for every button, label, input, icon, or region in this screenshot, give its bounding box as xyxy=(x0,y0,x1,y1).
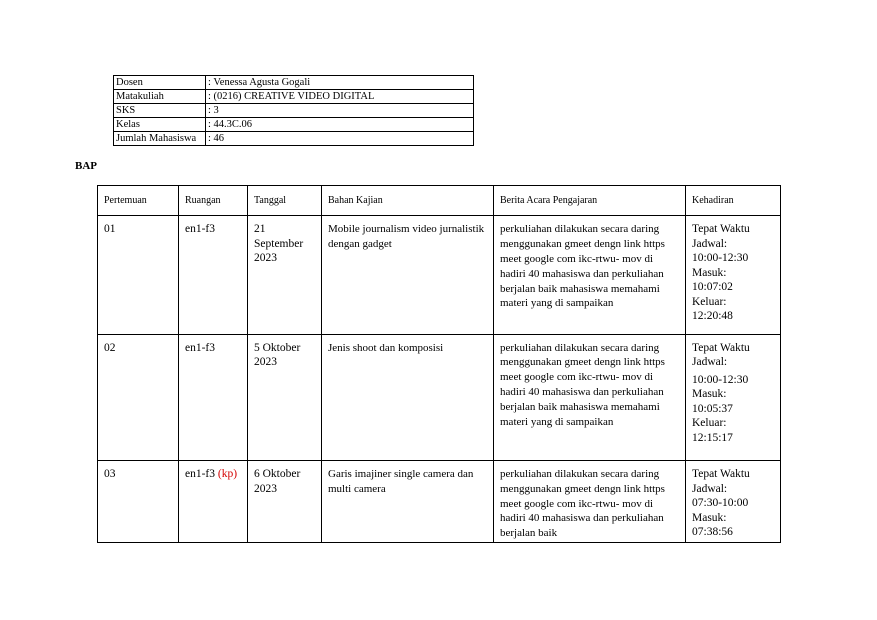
cell-kehadiran xyxy=(686,461,781,543)
schedule-label: Jadwal: xyxy=(692,356,728,369)
cell-kehadiran xyxy=(686,334,781,460)
cell-berita: perkuliahan dilakukan secara daring menggunakan gmeet dengn link https meet google com ikc-rtwu- mov di hadiri 40 mahasiswa dan perkuliahan berjalan baik mahasiswa memahami materi yang di sampaikan xyxy=(494,216,686,334)
header-kehadiran: Kehadiran xyxy=(686,186,781,216)
header-ruangan: Ruangan xyxy=(179,186,248,216)
header-berita: Berita Acara Pengajaran xyxy=(494,186,686,216)
check-out-value: 12:15:17 xyxy=(692,431,733,444)
cell-tanggal: 5 Oktober 2023 xyxy=(248,334,322,460)
cell-ruangan: en1-f3 xyxy=(179,334,248,460)
check-in-label: Masuk: xyxy=(692,511,727,524)
info-value: : 3 xyxy=(206,104,474,118)
info-value: : Venessa Agusta Gogali xyxy=(206,76,474,90)
header-pertemuan: Pertemuan xyxy=(98,186,179,216)
info-label: SKS xyxy=(114,104,206,118)
info-label: Kelas xyxy=(114,118,206,132)
table-header-row xyxy=(98,186,781,216)
schedule-value: 07:30-10:00 xyxy=(692,497,749,510)
info-value: : 46 xyxy=(206,132,474,146)
info-row-sks xyxy=(114,104,474,118)
table-row xyxy=(98,461,781,543)
schedule-label: Jadwal: xyxy=(692,237,728,250)
bap-heading: BAP xyxy=(75,160,97,172)
attendance-status: Tepat Waktu xyxy=(692,341,750,354)
info-row-dosen xyxy=(114,76,474,90)
check-in-value: 10:05:37 xyxy=(692,402,733,415)
header-bahan: Bahan Kajian xyxy=(322,186,494,216)
info-row-kelas xyxy=(114,118,474,132)
info-value: : 44.3C.06 xyxy=(206,118,474,132)
cell-pertemuan: 03 xyxy=(98,461,179,543)
schedule-value: 10:00-12:30 xyxy=(692,252,749,265)
cell-tanggal: 21 September 2023 xyxy=(248,216,322,334)
check-in-value: 10:07:02 xyxy=(692,281,733,294)
info-value: : (0216) CREATIVE VIDEO DIGITAL xyxy=(206,90,474,104)
info-row-jumlah xyxy=(114,132,474,146)
cell-bahan: Mobile journalism video jurnalistik dengan gadget xyxy=(322,216,494,334)
cell-bahan: Jenis shoot dan komposisi xyxy=(322,334,494,460)
cell-berita: perkuliahan dilakukan secara daring menggunakan gmeet dengn link https meet google com ikc-rtwu- mov di hadiri 40 mahasiswa dan perkuliahan berjalan baik mahasiswa memahami materi yang di sampaikan xyxy=(494,334,686,460)
bap-table xyxy=(97,185,781,543)
info-row-matakuliah xyxy=(114,90,474,104)
check-in-label: Masuk: xyxy=(692,266,727,279)
header-tanggal: Tanggal xyxy=(248,186,322,216)
attendance-status: Tepat Waktu xyxy=(692,468,750,481)
check-in-label: Masuk: xyxy=(692,388,727,401)
course-info-table xyxy=(113,75,474,146)
cell-bahan: Garis imajiner single camera dan multi camera xyxy=(322,461,494,543)
schedule-label: Jadwal: xyxy=(692,482,728,495)
cell-kehadiran xyxy=(686,216,781,334)
check-out-label: Keluar: xyxy=(692,295,727,308)
table-row xyxy=(98,216,781,334)
room-note: (kp) xyxy=(217,468,238,481)
info-label: Dosen xyxy=(114,76,206,90)
cell-pertemuan: 01 xyxy=(98,216,179,334)
check-out-value: 12:20:48 xyxy=(692,310,733,323)
cell-berita: perkuliahan dilakukan secara daring menggunakan gmeet dengn link https meet google com ikc-rtwu- mov di hadiri 40 mahasiswa dan perkuliahan berjalan baik xyxy=(494,461,686,543)
attendance-status: Tepat Waktu xyxy=(692,223,750,236)
table-row xyxy=(98,334,781,460)
check-out-label: Keluar: xyxy=(692,417,727,430)
check-in-value: 07:38:56 xyxy=(692,526,733,539)
cell-ruangan: en1-f3 (kp) xyxy=(179,461,248,543)
info-label: Matakuliah xyxy=(114,90,206,104)
cell-ruangan: en1-f3 xyxy=(179,216,248,334)
cell-tanggal: 6 Oktober 2023 xyxy=(248,461,322,543)
info-label: Jumlah Mahasiswa xyxy=(114,132,206,146)
schedule-value: 10:00-12:30 xyxy=(692,373,749,386)
cell-pertemuan: 02 xyxy=(98,334,179,460)
